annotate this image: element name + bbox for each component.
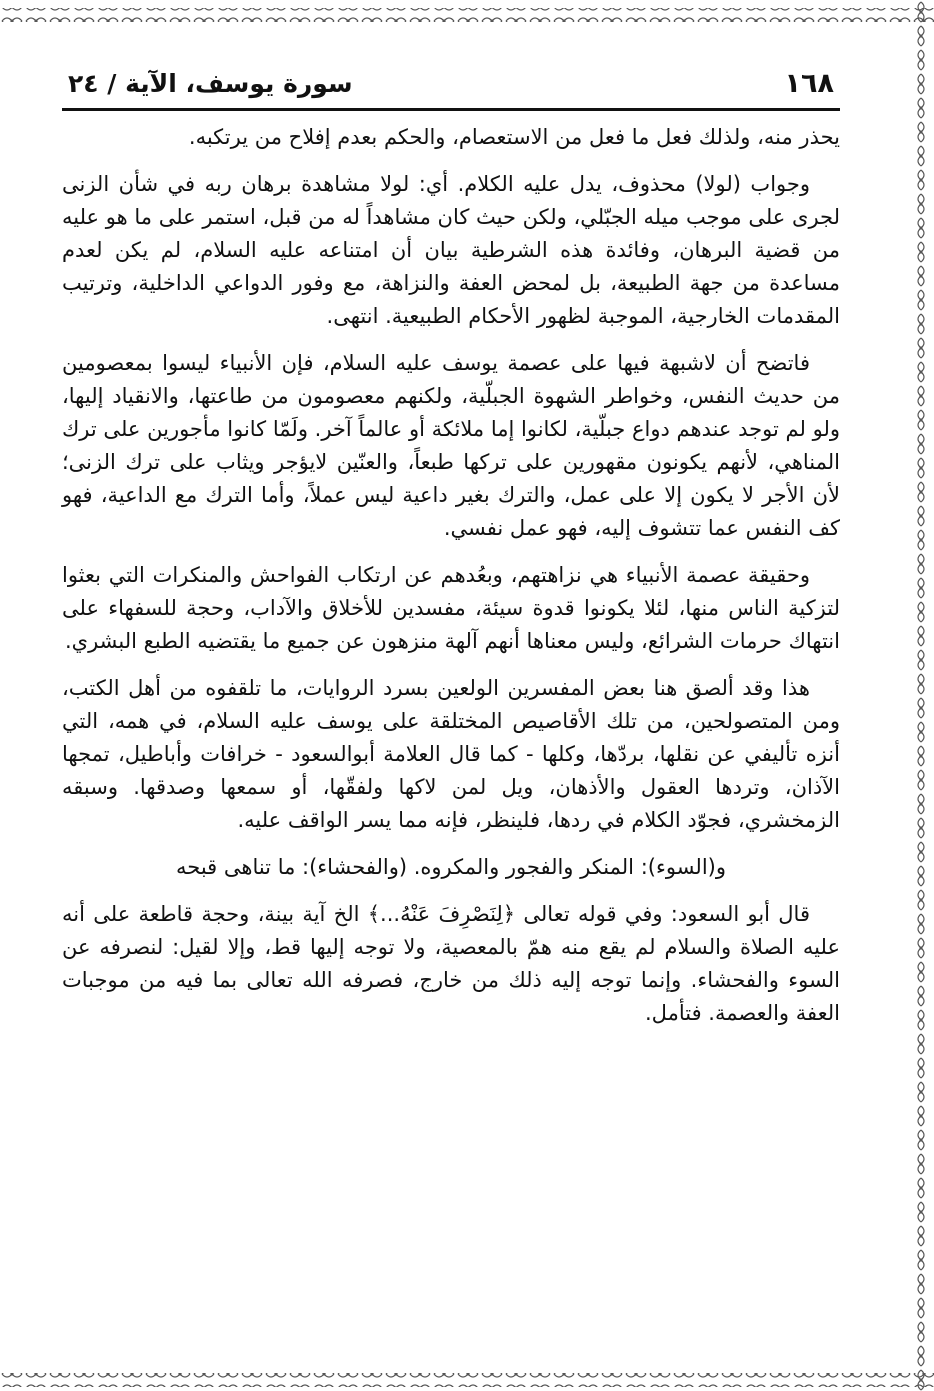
book-page [62,58,840,1044]
paragraph-7: قال أبو السعود: وفي قوله تعالى ﴿لِنَصْرِفَ عَنْهُ...﴾ الخ آية بينة، وحجة قاطعة على أنه عليه الصلاة والسلام لم يقع منه همّ بالمعصية، ولا توجه إليها قط، وإلا لقيل: لنصرفه عن السوء والفحشاء. وإنما توجه إليه ذلك من خارج، فصرفه الله تعالى بما فيه من موجبات العفة والعصمة. فتأمل. [62,902,840,1025]
body-text [62,121,840,1030]
paragraph-5: هذا وقد ألصق هنا بعض المفسرين الولعين بسرد الروايات، ما تلقفوه من أهل الكتب، ومن المتصولحين، من تلك الأقاصيص المختلقة على يوسف عليه السلام، في همه، التي أنزه تأليفي عن نقلها، بردّها، وكلها - كما قال العلامة أبوالسعود - خرافات وأباطيل، تمجها الآذان، وتردها العقول والأذهان، ويل لمن لاكها ولفقّها، أو سمعها وصدقها. وسبقه الزمخشري، فجوّد الكلام في ردها، فلينظر، فإنه مما يسر الواقف عليه. [62,676,840,832]
paragraph-2: وجواب (لولا) محذوف، يدل عليه الكلام. أي: لولا مشاهدة برهان ربه في شأن الزنى لجرى على موجب ميله الجبّلي، ولكن حيث كان مشاهداً له من قبل، استمر على ما هو عليه من قضية البرهان، وفائدة هذه الشرطية بيان أن امتناعه عليه السلام، لم يكن لعدم مساعدة من جهة الطبيعة، بل لمحض العفة والنزاهة، مع وفور الدواعي الداخلية، وترتيب المقدمات الخارجية، الموجبة لظهور الأحكام الطبيعية. انتهى. [62,172,840,328]
decorative-border-bottom [0,1367,934,1391]
paragraph-6: و(السوء): المنكر والفجور والمكروه. (والفحشاء): ما تناهى قبحه [176,855,726,879]
paragraph-4: وحقيقة عصمة الأنبياء هي نزاهتهم، وبعُدهم عن ارتكاب الفواحش والمنكرات التي بعثوا لتزكية الناس منها، لئلا يكونوا قدوة سيئة، مفسدين للأخلاق والآداب، وحجة للسفهاء على انتهاك حرمات الشرائع، وليس معناها أنهم آلهة منزهون عن جميع ما يقتضيه الطبع البشري. [62,563,840,653]
running-title: سورة يوسف، الآية / ٢٤ [68,68,353,98]
page-header [62,58,840,111]
decorative-border-top [0,0,934,32]
decorative-border-right [900,0,934,1391]
paragraph-1: يحذر منه، ولذلك فعل ما فعل من الاستعصام، والحكم بعدم إفلاح من يرتكبه. [188,125,840,149]
paragraph-3: فاتضح أن لاشبهة فيها على عصمة يوسف عليه السلام، فإن الأنبياء ليسوا بمعصومين من حديث النفس، وخواطر الشهوة الجبلّية، ولكنهم معصومون من طاعتها، والانقياد إليها، ولو لم توجد عندهم دواع جبلّية، لكانوا إما ملائكة أو عالماً آخر. ولَمّا كانوا مأجورين على ترك المناهي، لأنهم يكونون مقهورين على تركها طبعاً، والعنّين لايؤجر ويثاب على ترك الزنى؛ لأن الأجر لا يكون إلا على عمل، والترك بغير داعية ليس عملاً، وأما الترك مع الداعية، فهو كف النفس عما تتشوف إليه، فهو عمل نفسي. [62,351,840,540]
page-number: ١٦٨ [784,67,834,99]
